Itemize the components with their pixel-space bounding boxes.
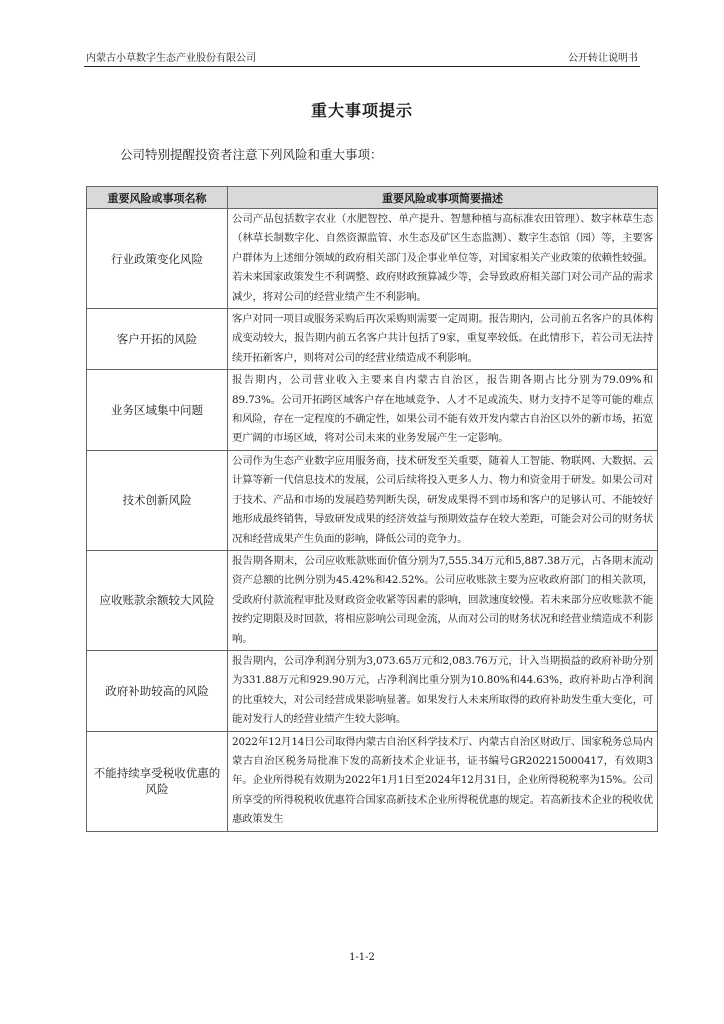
header-company: 内蒙古小草数字生态产业股份有限公司 [86,53,256,64]
risk-name: 技术创新风险 [87,450,228,550]
table-row [87,450,658,550]
risk-desc: 公司作为生态产业数字应用服务商，技术研发至关重要，随着人工智能、物联网、大数据、云计算等新一代信息技术的发展，公司后续将投入更多人力、物力和资金用于研发。如果公司对于技术、产品和市场的发展趋势判断失误，研发成果得不到市场和客户的足够认可、不能较好地形成最终销售，导致研发成果的经济效益与预期效益存在较大差距，可能会对公司的财务状况和经营成果产生负面的影响，降低公司的竞争力。 [228,450,658,550]
risk-name: 应收账款余额较大风险 [87,550,228,650]
table-row [87,309,658,370]
risk-table [86,186,658,832]
risk-name: 政府补助较高的风险 [87,650,228,731]
header-doc-type: 公开转让说明书 [568,53,638,64]
table-row [87,209,658,309]
risk-desc: 报告期各期末，公司应收账款账面价值分别为7,555.34万元和5,887.38万元，占各期末流动资产总额的比例分别为45.42%和42.52%。公司应收账款主要为应收政府部门的相关款项，受政府付款流程审批及财政资金收紧等因素的影响，回款速度较慢。若未来部分应收账款不能按约定期限及时回款，将相应影响公司现金流，从而对公司的财务状况和经营业绩造成不利影响。 [228,550,658,650]
risk-desc: 2022年12月14日公司取得内蒙古自治区科学技术厅、内蒙古自治区财政厅、国家税务总局内蒙古自治区税务局批准下发的高新技术企业证书，证书编号GR202215000417，有效期3年。企业所得税有效期为2022年1月1日至2024年12月31日，企业所得税税率为15%。公司所享受的所得税税收优惠符合国家高新技术企业所得税优惠的规定。若高新技术企业的税收优惠政策发生 [228,731,658,831]
risk-desc: 报告期内，公司营业收入主要来自内蒙古自治区，报告期各期占比分别为79.09%和89.73%。公司开拓跨区域客户存在地域竞争、人才不足或流失、财力支持不足等可能的难点和风险，存在一定程度的不确定性，如果公司不能有效开发内蒙古自治区以外的新市场，拓宽更广阔的市场区域，将对公司未来的业务发展产生一定影响。 [228,370,658,451]
risk-desc: 报告期内，公司净利润分别为3,073.65万元和2,083.76万元，计入当期损益的政府补助分别为331.88万元和929.90万元，占净利润比重分别为10.80%和44.63%，政府补助占净利润的比重较大，对公司经营成果影响显著。如果发行人未来所取得的政府补助发生重大变化，可能对发行人的经营业绩产生较大影响。 [228,650,658,731]
risk-name: 业务区域集中问题 [87,370,228,451]
col-header-desc: 重要风险或事项简要描述 [228,187,658,209]
table-row [87,731,658,831]
header-rule [84,66,640,67]
table-row [87,370,658,451]
page-title: 重大事项提示 [310,101,413,120]
intro-text: 公司特别提醒投资者注意下列风险和重大事项： [120,147,383,162]
table-row [87,650,658,731]
col-header-name: 重要风险或事项名称 [87,187,228,209]
page-header [84,52,640,66]
risk-name: 行业政策变化风险 [87,209,228,309]
page-number: 1-1-2 [349,952,375,963]
risk-desc: 公司产品包括数字农业（水肥智控、单产提升、智慧种植与高标准农田管理）、数字林草生态（林草长制数字化、自然资源监管、水生态及矿区生态监测）、数字生态馆（园）等，主要客户群体为上述细分领域的政府相关部门及企事业单位等，对国家相关产业政策的依赖性较强。若未来国家政策发生不利调整、政府财政预算减少等，会导致政府相关部门对公司产品的需求减少，将对公司的经营业绩产生不利影响。 [228,209,658,309]
table-row [87,550,658,650]
risk-name: 不能持续享受税收优惠的风险 [87,731,228,831]
risk-desc: 客户对同一项目或服务采购后再次采购则需要一定周期。报告期内，公司前五名客户的具体构成变动较大，报告期内前五名客户共计包括了9家，重复率较低。在此情形下，若公司无法持续开拓新客户，则将对公司的经营业绩造成不利影响。 [228,309,658,370]
table-header-row [87,187,658,209]
risk-name: 客户开拓的风险 [87,309,228,370]
